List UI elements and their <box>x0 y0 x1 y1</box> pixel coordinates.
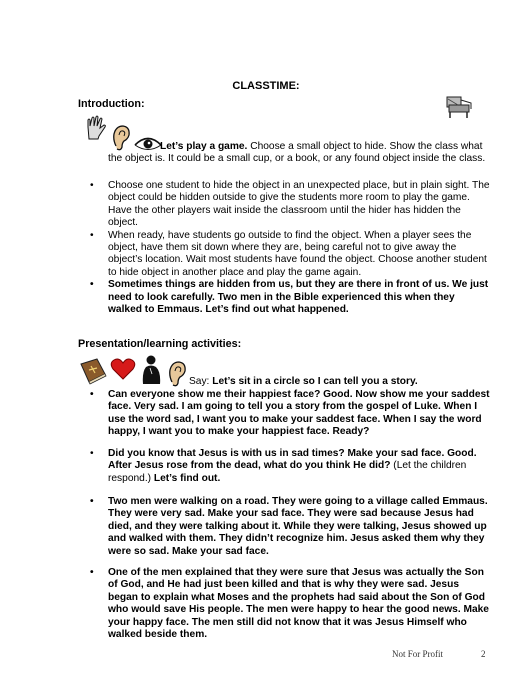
presentation-bullet-4-list <box>90 567 490 641</box>
presentation-bullet-2-normal: (Let the children respond.) <box>108 460 467 484</box>
say-label: Say: <box>189 376 213 387</box>
presentation-bullet-2-list <box>90 448 490 485</box>
intro-bullet-3: Sometimes things are hidden from us, but they are there in front of us. We just need to look carefully. Two men in the Bible experienced this when they walked to Emmaus. Let’s find out what happened. <box>108 279 489 316</box>
ear-icon <box>166 360 188 388</box>
intro-lead-text: Choose a small object to hide. Show the class what the object is. It could be a small cup, or a book, or any found object inside the class. <box>108 141 486 165</box>
say-line <box>189 376 489 388</box>
list-item: • Can everyone show me their happiest face? Good. Now show me your saddest face. Very sad. I am going to tell you a story from the gospel of Luke. When I use the word sad, I want you to make your saddest face. When I say the word happy, I want you to make your happiest face. Ready? <box>90 389 490 438</box>
presentation-bullet-2-bold: Did you know that Jesus is with us in sad times? Make your sad face. Good. After Jesus rose from the dead, what do you think He did? <box>108 448 477 472</box>
presentation-bullet-2-end: Let’s find out. <box>153 472 221 484</box>
intro-bullet-1: Choose one student to hide the object in an unexpected place, but in plain sight. The object could be hidden outside to give the students more room to play the game. Have the other players wait inside the classroom until the hider has hidden the object. <box>108 180 490 229</box>
list-item: • Choose one student to hide the object in an unexpected place, but in plain sight. The object could be hidden outside to give the students more room to play the game. Have the other players wait inside the classroom until the hider has hidden the object. <box>90 180 490 229</box>
list-item: • Sometimes things are hidden from us, but they are there in front of us. We just need to look carefully. Two men in the Bible experienced this when they walked to Emmaus. Let’s find out what happened. <box>90 279 489 316</box>
heart-icon <box>110 357 136 381</box>
presentation-bullet-3-list <box>90 496 490 558</box>
list-item: • Two men were walking on a road. They were going to a village called Emmaus. They were very sad. Make your sad face. They were sad because Jesus had died, and they were talking about it. While they were talking, Jesus showed up and walked with them. They didn’t recognize him. Jesus asked them why they were so sad. Make your sad face. <box>90 496 488 557</box>
presentation-bullet-1: Can everyone show me their happiest face? Good. Now show me your saddest face. Very sad. I am going to tell you a story from the gospel of Luke. When I use the word sad, I want you to make your saddest face. When I say the word happy, I want you to make your happiest face. Ready? <box>108 389 490 438</box>
intro-lead <box>108 141 490 166</box>
page-number: 2 <box>481 649 486 659</box>
bible-icon <box>78 356 108 386</box>
say-text: Let’s sit in a circle so I can tell you a story. <box>212 376 418 387</box>
presentation-bullet-3: Two men were walking on a road. They were going to a village called Emmaus. They were very sad. Make your sad face. They were sad because Jesus had died, and they were talking about it. While they were talking, Jesus showed up and walked with them. They didn’t recognize him. Jesus asked them why they were so sad. Make your sad face. <box>108 496 488 557</box>
intro-bullets <box>90 180 490 316</box>
hand-icon <box>84 115 108 141</box>
list-item: • Did you know that Jesus is with us in sad times? Make your sad face. Good. After Jesus rose from the dead, what do you think He did? (Let the children respond.) Let’s find out. <box>90 448 477 484</box>
chair-icon <box>444 94 474 120</box>
list-item: • One of the men explained that they were sure that Jesus was actually the Son of God, and He had just been killed and that is why they were sad. Jesus began to explain what Moses and the prophets had said about the Son of God who would save His people. The men were happy to hear the good news. Make your happy face. The men still did not know that it was Jesus Himself who walked beside them. <box>90 567 489 641</box>
footer-text: Not For Profit <box>392 649 444 659</box>
presentation-bullet-1-list <box>90 389 490 439</box>
intro-lead-bold: Let’s play a game. <box>160 141 248 152</box>
list-item: • When ready, have students go outside to find the object. When a player sees the object, have them sit down where they are, being careful not to give away the object’s location. Wait most students have found the object. Choose another student to hide object in another place and play the game again. <box>90 229 487 278</box>
presentation-heading: Presentation/learning activities: <box>78 338 242 350</box>
page-title: CLASSTIME: <box>232 80 300 92</box>
presentation-bullet-4: One of the men explained that they were sure that Jesus was actually the Son of God, and He had just been killed and that is why they were sad. Jesus began to explain what Moses and the prophets had said about the Son of God who would save His people. The men were happy to hear the good news. Make your happy face. The men still did not know that it was Jesus Himself who walked beside them. <box>108 567 489 641</box>
praying-person-icon <box>137 354 165 386</box>
intro-bullet-2: When ready, have students go outside to find the object. When a player sees the object, have them sit down where they are, being careful not to give away the object’s location. Wait most students have found the object. Choose another student to hide object in another place and play the game again. <box>108 229 487 278</box>
intro-heading: Introduction: <box>78 98 145 110</box>
